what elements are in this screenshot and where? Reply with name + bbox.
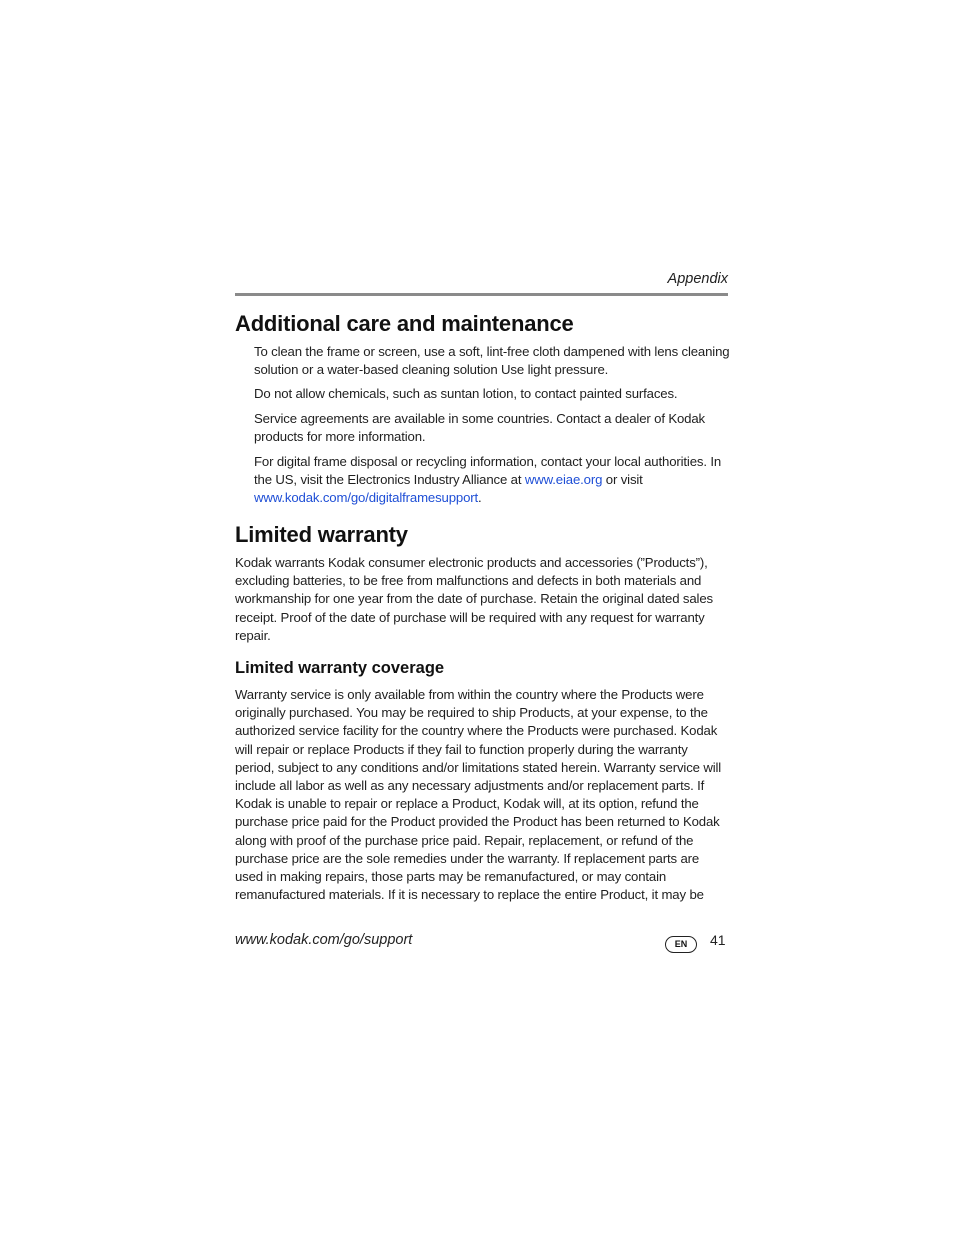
disposal-text-3: . — [478, 490, 482, 506]
header-rule — [235, 293, 728, 296]
warranty-intro-paragraph: Kodak warrants Kodak consumer electronic products and accessories (”Products”), excluding batteries, to be free from malfunctions and defects in both materials and workmanship for one year from the date of purchase. Retain the original dated sales receipt. Proof of the date of purchase will be required with any request for warranty repair. — [235, 555, 713, 643]
language-badge: EN — [665, 936, 697, 953]
care-paragraph-disposal — [254, 453, 732, 508]
warranty-heading: Limited warranty — [235, 522, 408, 547]
coverage-paragraph: Warranty service is only available from within the country where the Products were originally purchased. You may be required to ship Products, at your expense, to the authorized service facility for the country where the Products were purchased. Kodak will repair or replace Products if they fail to function properly during the warranty period, subject to any conditions and/or limitations stated herein. Warranty service will include all labor as well as any necessary adjustments and/or replacement parts. If Kodak is unable to repair or replace a Product, Kodak will, at its option, refund the purchase price paid for the Product provided the Product has been returned to Kodak along with proof of the purchase price paid. Repair, replacement, or refund of the purchase price are the sole remedies under the warranty. If replacement parts are used in making repairs, those parts may be remanufactured, or may contain remanufactured materials. If it is necessary to replace the entire Product, it may be — [235, 687, 722, 903]
care-paragraph-chemicals: Do not allow chemicals, such as suntan lotion, to contact painted surfaces. — [254, 386, 678, 401]
kodak-frame-support-link[interactable]: www.kodak.com/go/digitalframesupport — [254, 490, 479, 506]
care-heading: Additional care and maintenance — [235, 311, 574, 336]
care-paragraph-service: Service agreements are available in some countries. Contact a dealer of Kodak products for more information. — [254, 411, 705, 445]
disposal-text-1: For digital frame disposal or recycling information, contact your local authorities. In the US, visit the Electronics Industry Alliance at — [254, 454, 722, 488]
coverage-heading: Limited warranty coverage — [235, 659, 445, 677]
care-paragraph-cleaning: To clean the frame or screen, use a soft, lint-free cloth dampened with lens cleaning solution or a water-based cleaning solution Use light pressure. — [254, 344, 730, 378]
disposal-text-2: or visit — [602, 472, 643, 488]
running-header: Appendix — [667, 271, 728, 287]
eiae-link[interactable]: www.eiae.org — [524, 472, 603, 488]
page-number: 41 — [710, 932, 726, 948]
footer-support-url: www.kodak.com/go/support — [235, 932, 413, 948]
document-page — [235, 0, 728, 1235]
